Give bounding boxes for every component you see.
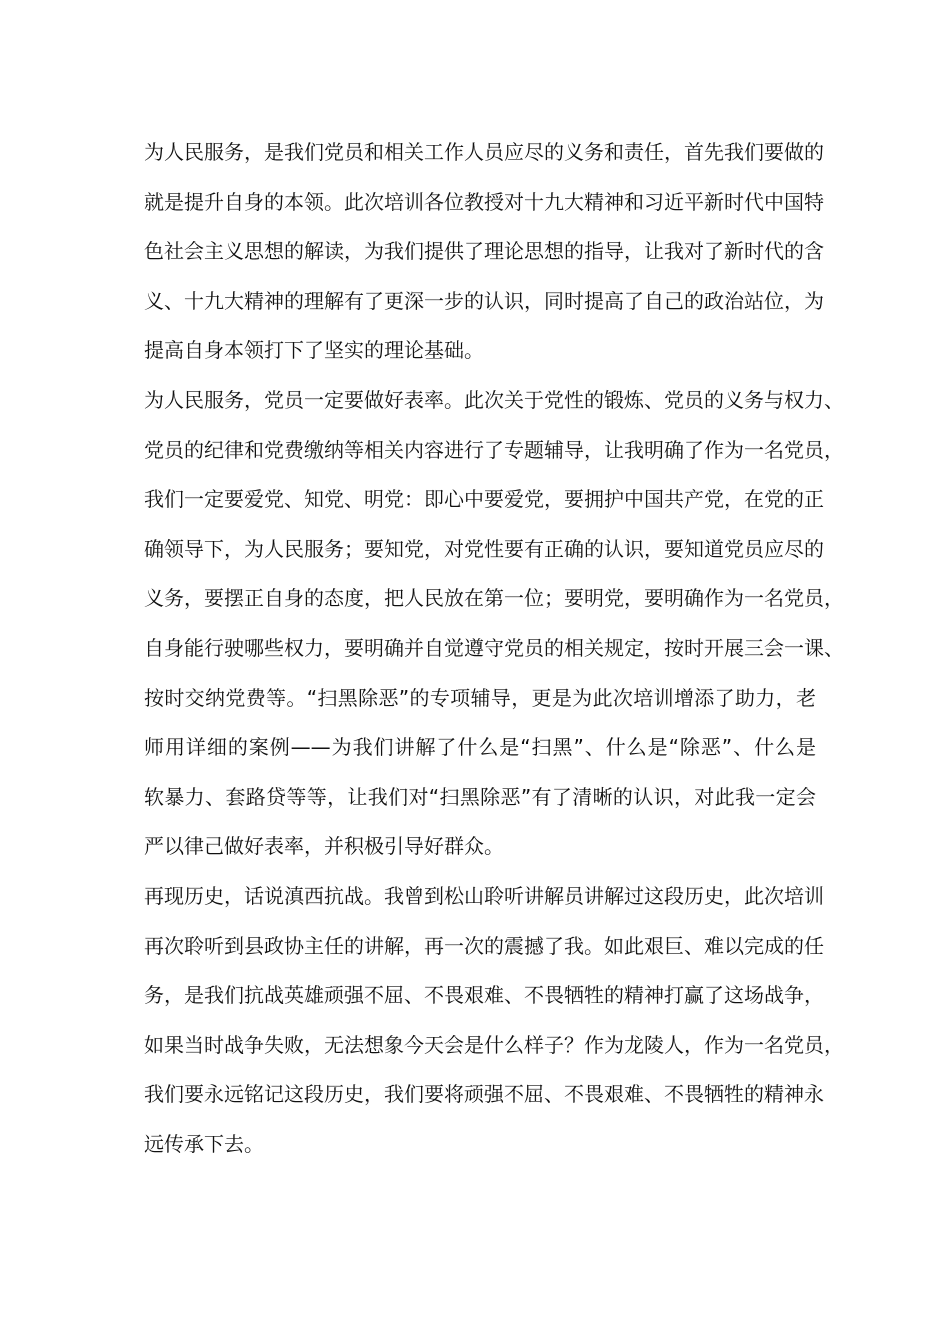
text-line: 软暴力、套路贷等等，让我们对“扫黑除恶”有了清晰的认识，对此我一定会 [144,784,816,809]
text-line: 我们要永远铭记这段历史，我们要将顽强不屈、不畏艰难、不畏牺牲的精神永 [144,1082,824,1107]
paragraph-1 [144,128,824,376]
text-line: 师用详细的案例——为我们讲解了什么是“扫黑”、什么是“除恶”、什么是 [144,735,816,760]
text-line: 按时交纳党费等。“扫黑除恶”的专项辅导，更是为此次培训增添了助力，老 [144,685,816,710]
text-line: 为人民服务，是我们党员和相关工作人员应尽的义务和责任，首先我们要做的 [144,140,824,164]
document-body [144,128,844,1169]
text-line: 色社会主义思想的解读，为我们提供了理论思想的指导，让我对了新时代的含 [144,239,824,264]
text-line: 我们一定要爱党、知党、明党：即心中要爱党，要拥护中国共产党，在党的正 [144,487,824,512]
text-line: 义、十九大精神的理解有了更深一步的认识，同时提高了自己的政治站位，为 [144,288,824,313]
text-line: 确领导下，为人民服务；要知党，对党性要有正确的认识，要知道党员应尽的 [144,536,824,561]
text-line: 再次聆听到县政协主任的讲解，再一次的震撼了我。如此艰巨、难以完成的任 [144,933,824,958]
text-line: 为人民服务，党员一定要做好表率。此次关于党性的锻炼、党员的义务与权力、 [144,387,844,412]
paragraph-3 [144,872,844,1170]
paragraph-2 [144,376,844,872]
text-line: 自身能行驶哪些权力，要明确并自觉遵守党员的相关规定，按时开展三会一课、 [144,635,844,660]
text-line: 如果当时战争失败，无法想象今天会是什么样子？作为龙陵人，作为一名党员， [144,1032,844,1057]
text-line: 务，是我们抗战英雄顽强不屈、不畏艰难、不畏牺牲的精神打赢了这场战争， [144,983,824,1008]
text-line: 再现历史，话说滇西抗战。我曾到松山聆听讲解员讲解过这段历史，此次培训 [144,883,824,908]
text-line: 党员的纪律和党费缴纳等相关内容进行了专题辅导，让我明确了作为一名党员， [144,437,844,462]
text-line: 义务，要摆正自身的态度，把人民放在第一位；要明党，要明确作为一名党员， [144,586,844,611]
text-line: 提高自身本领打下了坚实的理论基础。 [144,338,484,363]
text-line: 严以律己做好表率，并积极引导好群众。 [144,834,504,859]
text-line: 就是提升自身的本领。此次培训各位教授对十九大精神和习近平新时代中国特 [144,189,824,214]
text-line: 远传承下去。 [144,1131,264,1156]
